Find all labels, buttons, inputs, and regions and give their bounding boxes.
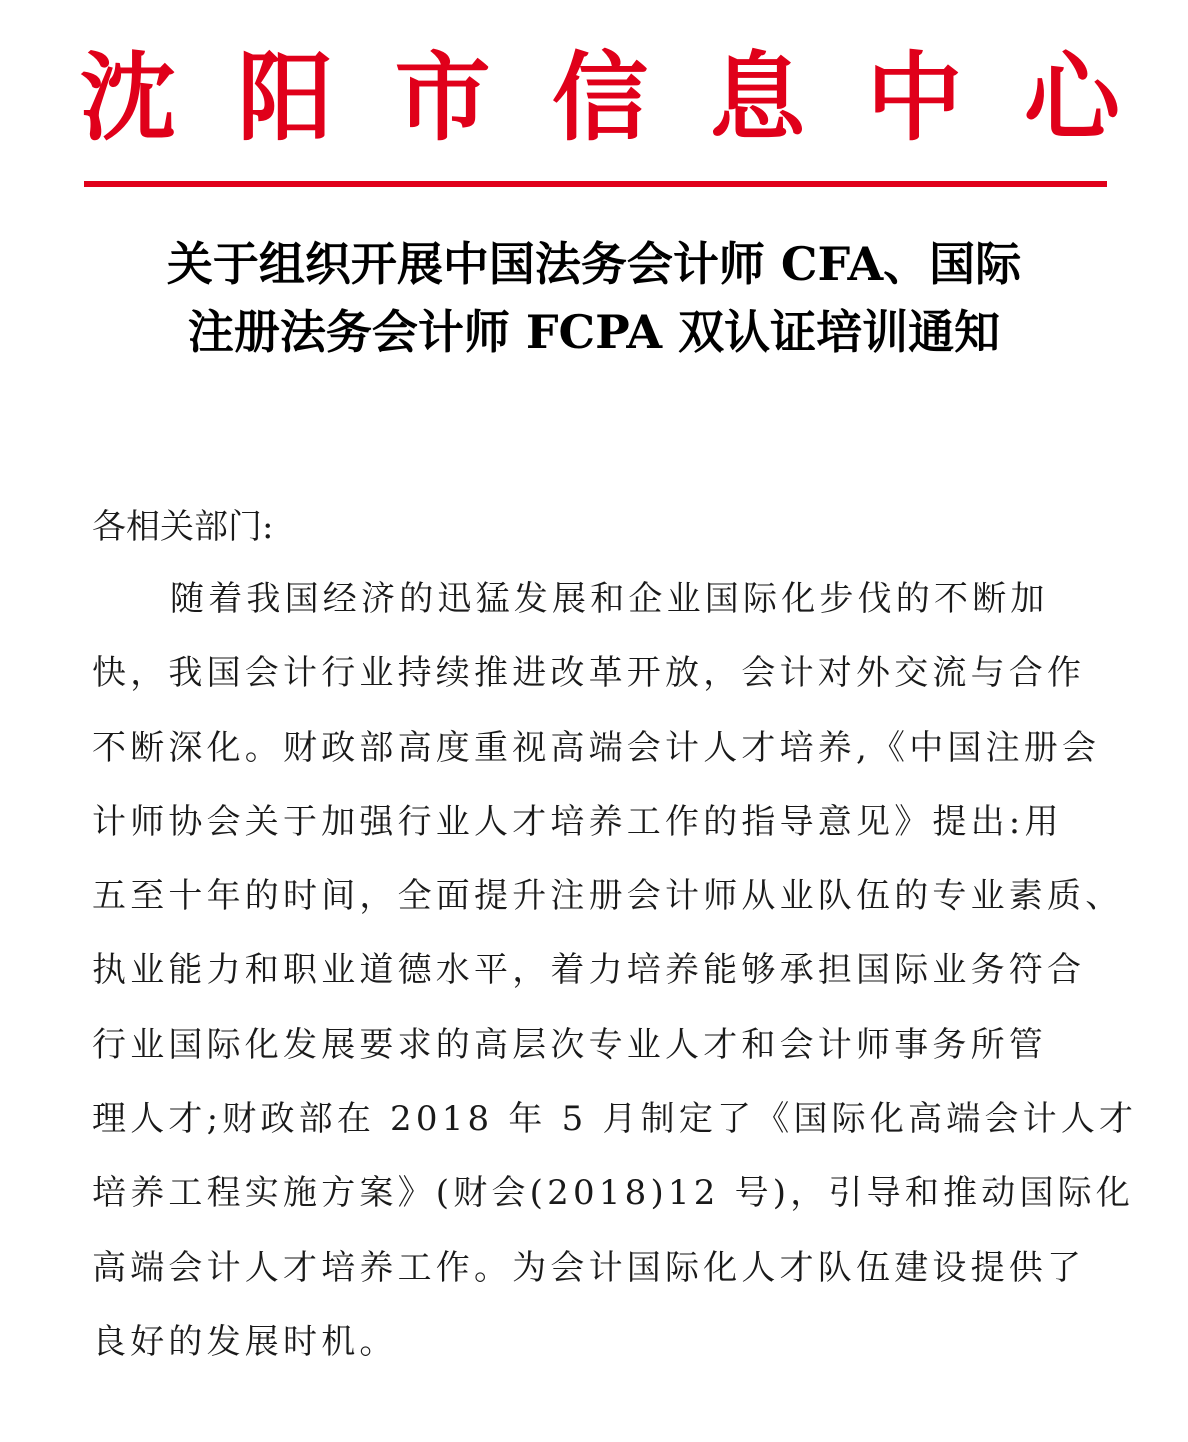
body-line: 不断深化。财政部高度重视高端会计人才培养,《中国注册会	[92, 727, 1101, 768]
letterhead-char: 沈	[80, 41, 176, 154]
body-line: 行业国际化发展要求的高层次专业人才和会计师事务所管	[92, 1024, 1047, 1065]
title-line: 注册法务会计师 FCPA 双认证培训通知	[187, 305, 1001, 359]
body-line: 培养工程实施方案》(财会(2018)12 号)，引导和推动国际化	[92, 1173, 1135, 1214]
body-line: 快，我国会计行业持续推进改革开放，会计对外交流与合作	[92, 653, 1086, 694]
body-line: 随着我国经济的迅猛发展和企业国际化步伐的不断加	[170, 579, 1049, 619]
body-line: 良好的发展时机。	[92, 1321, 398, 1362]
body-line: 计师协会关于加强行业人才培养工作的指导意见》提出:用	[92, 801, 1063, 842]
letterhead-char: 市	[394, 41, 491, 154]
body-line: 五至十年的时间，全面提升注册会计师从业队伍的专业素质、	[92, 876, 1124, 917]
title-line: 关于组织开展中国法务会计师 CFA、国际	[166, 237, 1022, 291]
letterhead-char: 中	[866, 41, 963, 154]
letterhead-char: 阳	[237, 41, 334, 154]
letterhead-char: 心	[1023, 41, 1120, 154]
body-line: 理人才;财政部在 2018 年 5 月制定了《国际化高端会计人才	[92, 1099, 1138, 1140]
salutation: 各相关部门:	[92, 507, 274, 547]
letterhead-char: 信	[551, 41, 648, 154]
body-line: 执业能力和职业道德水平，着力培养能够承担国际业务符合	[92, 950, 1086, 991]
body-line: 高端会计人才培养工作。为会计国际化人才队伍建设提供了	[92, 1247, 1086, 1288]
letterhead-divider	[84, 181, 1107, 187]
letterhead-char: 息	[709, 41, 806, 154]
org-letterhead	[80, 41, 1120, 154]
document-title	[60, 230, 1128, 366]
body-paragraph	[92, 577, 1138, 1394]
